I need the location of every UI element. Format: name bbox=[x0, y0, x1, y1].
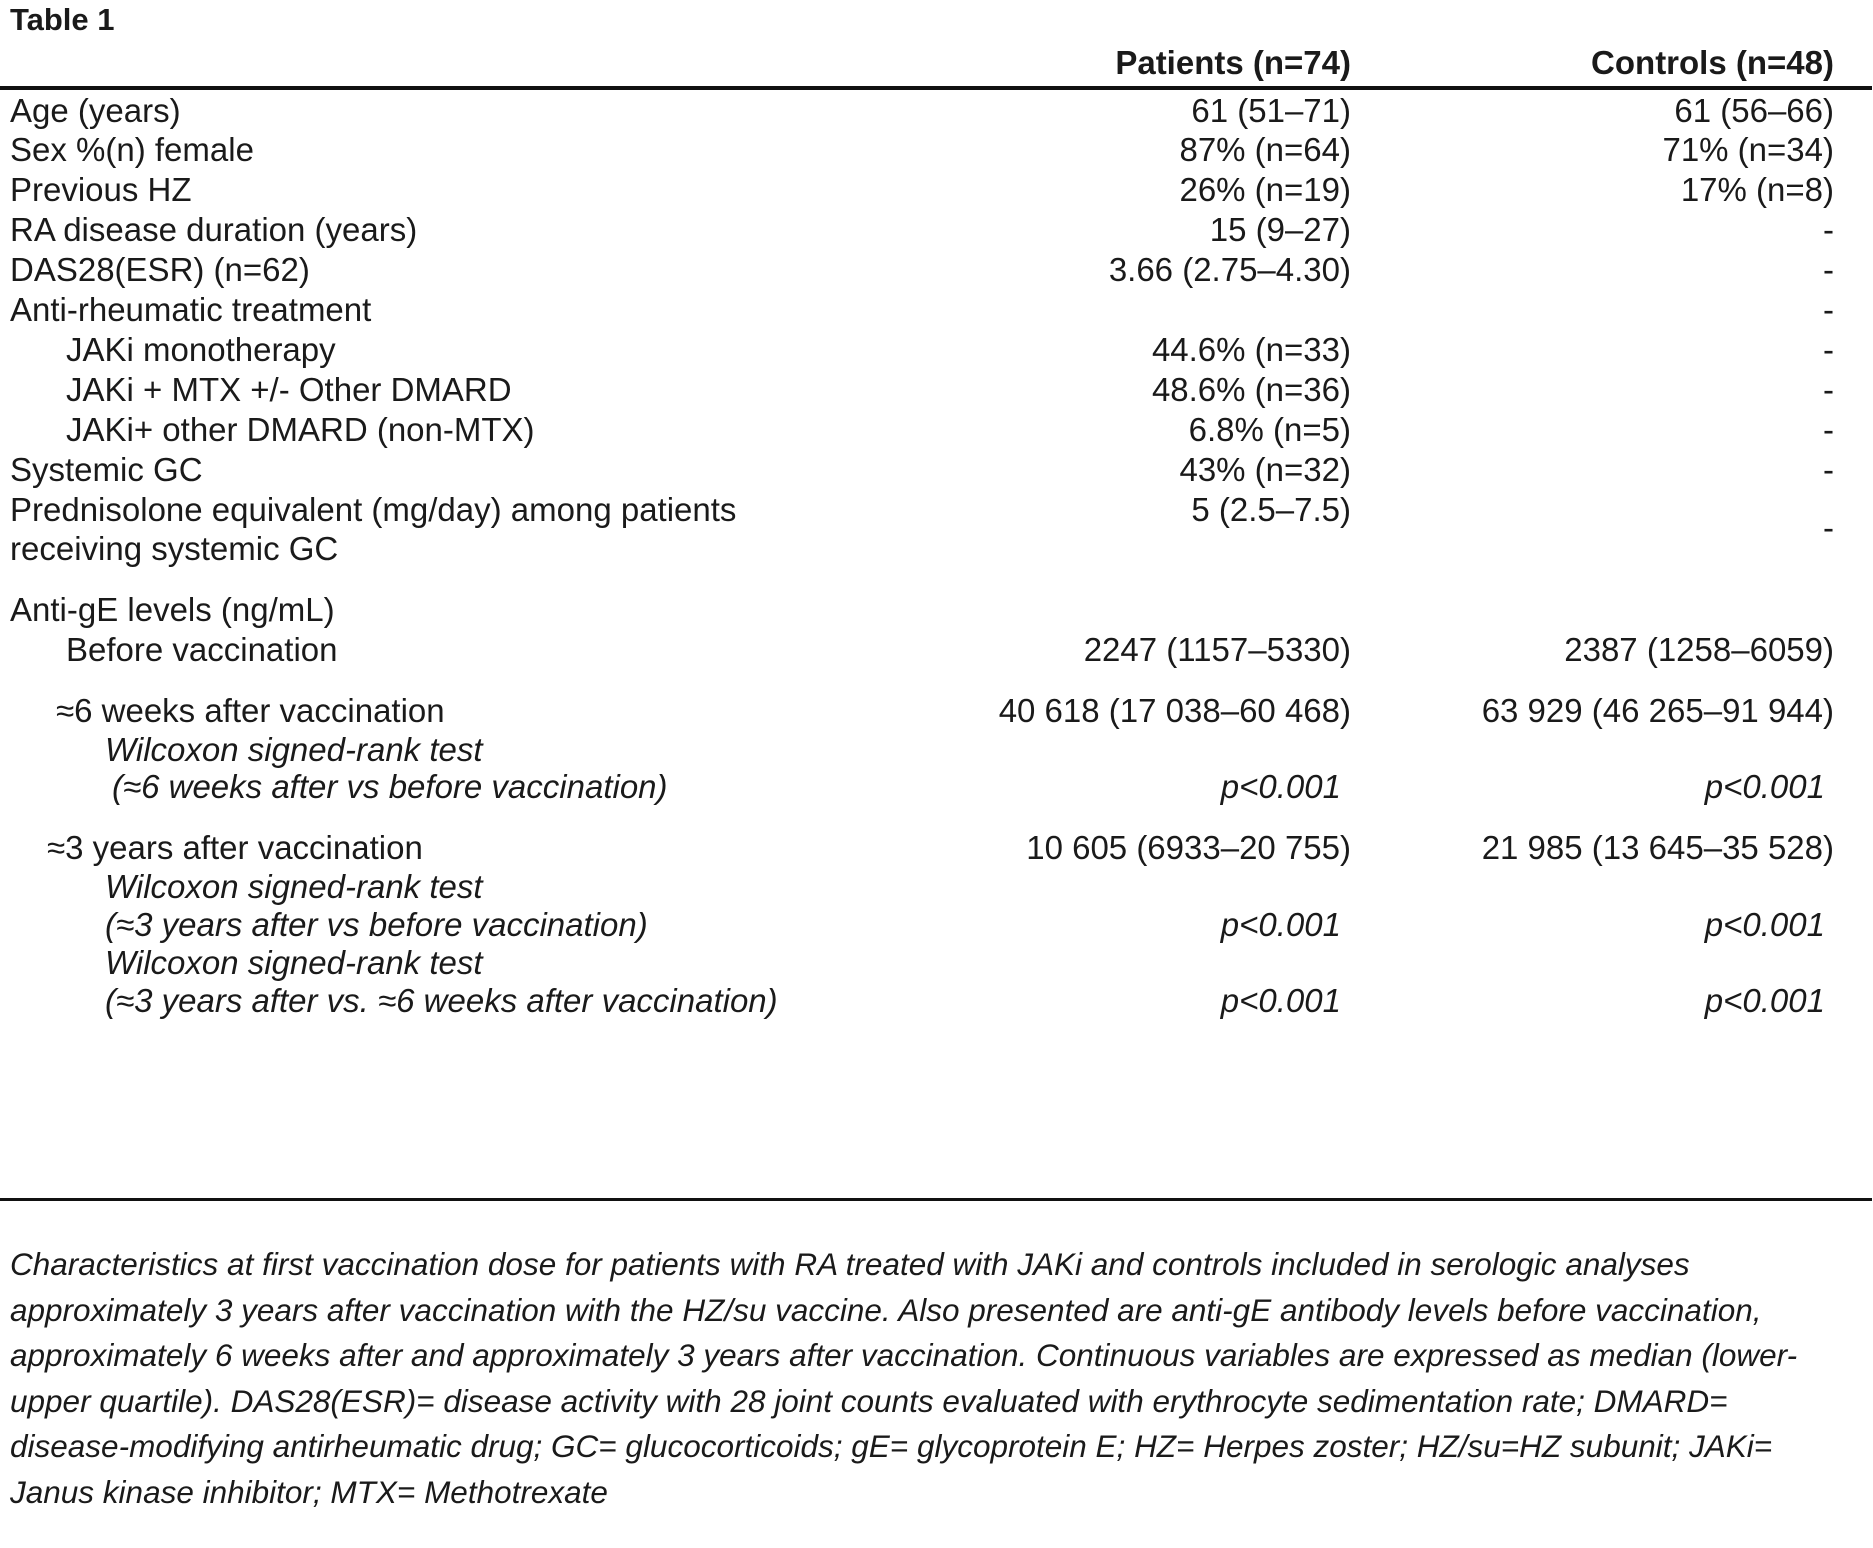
table-row bbox=[0, 171, 1873, 215]
row-label: Wilcoxon signed-rank test bbox=[105, 944, 483, 981]
table-row bbox=[0, 829, 1873, 873]
table-row bbox=[0, 331, 1873, 375]
table-row bbox=[0, 692, 1873, 736]
column-header-controls: Controls (n=48) bbox=[1591, 44, 1834, 81]
row-label: Wilcoxon signed-rank test bbox=[105, 731, 483, 768]
table-row bbox=[0, 591, 1873, 635]
patients-cell: p<0.001 bbox=[1220, 982, 1341, 1019]
patients-cell: 48.6% (n=36) bbox=[1151, 371, 1351, 408]
controls-cell: 17% (n=8) bbox=[1680, 171, 1834, 208]
row-label: Wilcoxon signed-rank test bbox=[105, 868, 483, 905]
table-row bbox=[0, 491, 1873, 546]
controls-cell: 21 985 (13 645–35 528) bbox=[1481, 829, 1834, 866]
table-top-rule bbox=[0, 86, 1872, 90]
row-label: (≈6 weeks after vs before vaccination) bbox=[112, 768, 668, 805]
row-label: (≈3 years after vs. ≈6 weeks after vaccination) bbox=[105, 982, 778, 1019]
patients-cell: p<0.001 bbox=[1220, 906, 1341, 943]
table-row bbox=[0, 211, 1873, 255]
table-row bbox=[0, 131, 1873, 175]
table-row bbox=[0, 92, 1873, 136]
controls-cell: - bbox=[1823, 371, 1834, 408]
column-header-patients: Patients (n=74) bbox=[1115, 44, 1351, 81]
table-bottom-rule bbox=[0, 1198, 1872, 1201]
table-row bbox=[0, 982, 1873, 1026]
patients-cell: 87% (n=64) bbox=[1179, 131, 1351, 168]
patients-cell: 2247 (1157–5330) bbox=[1083, 631, 1351, 668]
controls-cell: 63 929 (46 265–91 944) bbox=[1481, 692, 1834, 729]
patients-cell: 61 (51–71) bbox=[1191, 92, 1351, 129]
table-row bbox=[0, 291, 1873, 335]
row-label: JAKi + MTX +/- Other DMARD bbox=[66, 371, 512, 408]
row-label: Systemic GC bbox=[10, 451, 203, 488]
patients-cell: 3.66 (2.75–4.30) bbox=[1108, 251, 1351, 288]
patients-cell: 40 618 (17 038–60 468) bbox=[998, 692, 1351, 729]
controls-cell: - bbox=[1823, 211, 1834, 248]
table-row bbox=[0, 631, 1873, 675]
row-label: (≈3 years after vs before vaccination) bbox=[105, 906, 648, 943]
table-row bbox=[0, 768, 1873, 812]
table-row bbox=[0, 371, 1873, 415]
table-title: Table 1 bbox=[10, 2, 115, 37]
row-label: Prednisolone equivalent (mg/day) among patients bbox=[10, 491, 737, 528]
controls-cell: - bbox=[1823, 291, 1834, 328]
row-label: ≈3 years after vaccination bbox=[47, 829, 423, 866]
controls-cell: p<0.001 bbox=[1704, 982, 1825, 1019]
controls-cell: 2387 (1258–6059) bbox=[1564, 631, 1834, 668]
row-label: JAKi monotherapy bbox=[66, 331, 336, 368]
row-label: receiving systemic GC bbox=[10, 530, 339, 567]
controls-cell: p<0.001 bbox=[1704, 768, 1825, 805]
patients-cell: 6.8% (n=5) bbox=[1188, 411, 1351, 448]
table-caption: Characteristics at first vaccination dose for patients with RA treated with JAKi and controls included in serologic analyses approximately 3 years after vaccination with the HZ/su vaccine. Also presented are anti-gE antibody levels before vaccination, approximately 6 weeks after and approximately 3 years after vaccination. Continuous variables are expressed as median (lower-upper quartile). DAS28(ESR)= disease activity with 28 joint counts evaluated with erythrocyte sedimentation rate; DMARD= disease-modifying antirheumatic drug; GC= glucocorticoids; gE= glycoprotein E; HZ= Herpes zoster; HZ/su=HZ subunit; JAKi= Janus kinase inhibitor; MTX= Methotrexate bbox=[10, 1246, 1798, 1510]
table-row bbox=[0, 411, 1873, 455]
row-label: Anti-gE levels (ng/mL) bbox=[10, 591, 335, 628]
patients-cell: 44.6% (n=33) bbox=[1151, 331, 1351, 368]
patients-cell: p<0.001 bbox=[1220, 768, 1341, 805]
controls-cell: - bbox=[1823, 251, 1834, 288]
row-label: RA disease duration (years) bbox=[10, 211, 418, 248]
row-label: Previous HZ bbox=[10, 171, 192, 208]
patients-cell: 43% (n=32) bbox=[1179, 451, 1351, 488]
controls-cell: p<0.001 bbox=[1704, 906, 1825, 943]
row-label: Sex %(n) female bbox=[10, 131, 254, 168]
row-label: ≈6 weeks after vaccination bbox=[56, 692, 445, 729]
patients-cell: 26% (n=19) bbox=[1179, 171, 1351, 208]
row-label: JAKi+ other DMARD (non-MTX) bbox=[66, 411, 535, 448]
table-row bbox=[0, 251, 1873, 295]
patients-cell: 15 (9–27) bbox=[1209, 211, 1351, 248]
table-row bbox=[0, 451, 1873, 495]
patients-cell: 10 605 (6933–20 755) bbox=[1026, 829, 1351, 866]
controls-cell: 61 (56–66) bbox=[1674, 92, 1834, 129]
controls-cell: - bbox=[1823, 411, 1834, 448]
row-label: Age (years) bbox=[10, 92, 181, 129]
controls-cell: - bbox=[1823, 509, 1834, 546]
row-label: DAS28(ESR) (n=62) bbox=[10, 251, 310, 288]
row-label: Before vaccination bbox=[66, 631, 338, 668]
controls-cell: - bbox=[1823, 331, 1834, 368]
row-label: Anti-rheumatic treatment bbox=[10, 291, 372, 328]
controls-cell: - bbox=[1823, 451, 1834, 488]
table-row bbox=[0, 530, 1873, 574]
patients-cell: 5 (2.5–7.5) bbox=[1191, 491, 1351, 528]
controls-cell: 71% (n=34) bbox=[1662, 131, 1834, 168]
